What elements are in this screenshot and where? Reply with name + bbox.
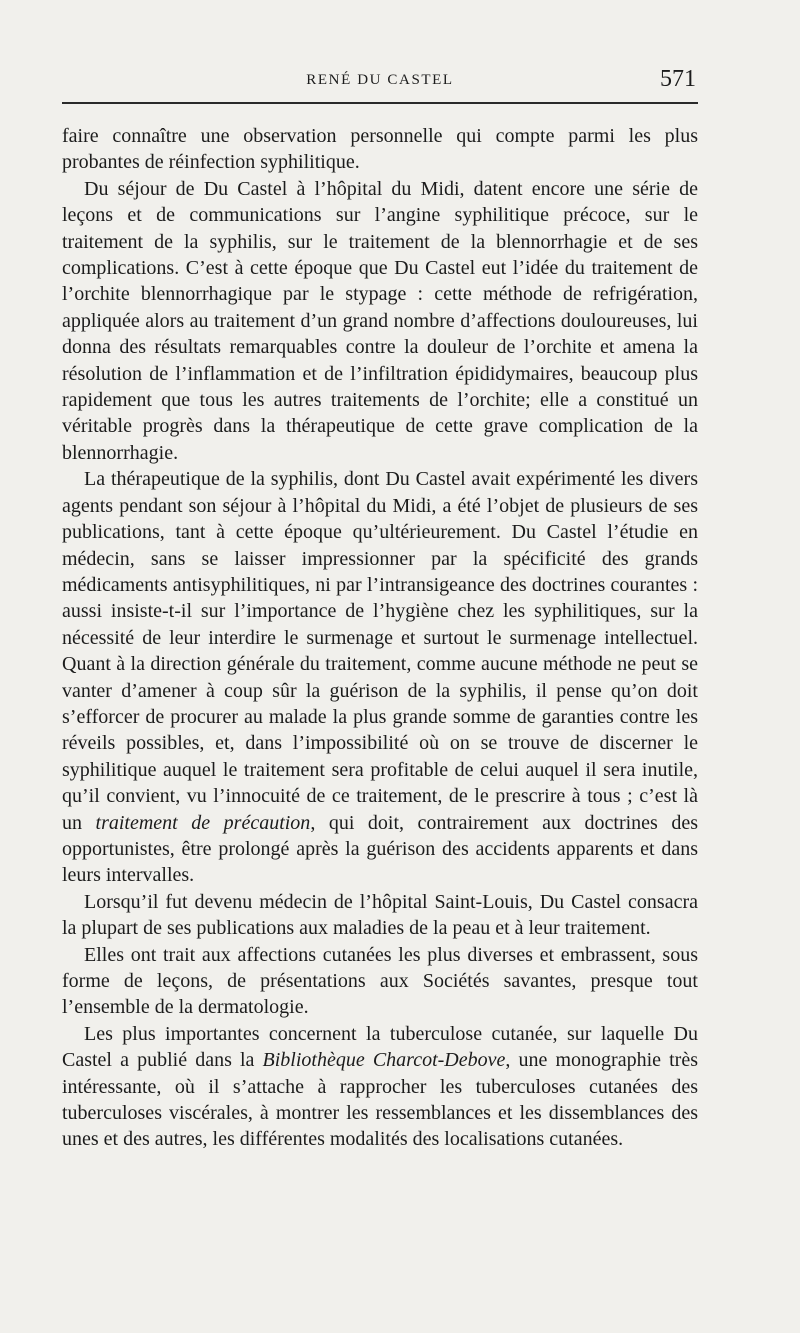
paragraph-3 <box>62 466 698 889</box>
paragraph-1: faire connaître une observation personnelle qui compte parmi les plus probantes de réinfection syphilitique. <box>62 125 698 174</box>
italic-title-bibliotheque-charcot-debove: Bibliothèque Charcot-Debove <box>262 1049 506 1072</box>
running-title: RENÉ DU CASTEL <box>306 72 454 88</box>
paragraph-6-text-end: , une monographie très intéressante, où il s’attache à rapprocher les tuberculoses cutanées des tuberculoses viscérales, à montrer les ressemblances et les dissemblances des unes et des autres, les différentes modalités des localisations cutanées. <box>62 1049 698 1151</box>
header-rule <box>62 102 698 104</box>
paragraph-6-text-start: Les plus importantes concernent la tuberculose cutanée, sur laquelle Du Castel a publié dans la <box>62 1022 698 1072</box>
page-number: 571 <box>660 66 696 92</box>
paragraph-6 <box>62 1021 698 1153</box>
paragraph-3-text-start: La thérapeutique de la syphilis, dont Du Castel avait expérimenté les divers agents pendant son séjour à l’hôpital du Midi, a été l’objet de plusieurs de ses publications, tant à cette époque qu’ultérieurement. Du Castel l’étudie en médecin, sans se laisser impressionner par la spécificité des grands médicaments antisyphilitiques, ni par l’intransigeance des doctrines courantes : aussi insiste-t-il sur l’importance de l’hygiène chez les syphilitiques, sur la nécessité de leur interdire le surmenage et surtout le surmenage intellectuel. Quant à la direction générale du traitement, comme aucune méthode ne peut se vanter d’amener à coup sûr la guérison de la syphilis, il pense qu’on doit s’efforcer de procurer au malade la plus grande somme de garanties contre les réveils possibles, et, dans l’impossibilité où on se trouve de discerner le syphilitique auquel le traitement sera profitable de celui auquel il sera inutile, qu’il convient, vu l’innocuité de ce traitement, de le prescrire à tous ; c’est là un <box>62 468 698 834</box>
paragraph-4: Lorsqu’il fut devenu médecin de l’hôpital Saint-Louis, Du Castel consacra la plupart de ses publications aux maladies de la peau et à leur traitement. <box>62 890 698 940</box>
paragraph-2: Du séjour de Du Castel à l’hôpital du Midi, datent encore une série de leçons et de communications sur l’angine syphilitique précoce, sur le traitement de la syphilis, sur le traitement de la blennorrhagie et de ses complications. C’est à cette époque que Du Castel eut l’idée du traitement de l’orchite blennorrhagique par le stypage : cette méthode de refrigération, appliquée alors au traitement d’un grand nombre d’affections douloureuses, lui donna des résultats remarquables contre la douleur de l’orchite et amena la résolution de l’inflammation et de l’infiltration épididymaires, beaucoup plus rapidement que tous les autres traitements de l’orchite; elle a constitué un véritable progrès dans la thérapeutique de cette grave complication de la blennorrhagie. <box>62 177 698 464</box>
italic-term-traitement-de-precaution: traitement de précaution <box>95 811 311 834</box>
paragraph-3-text-end: , qui doit, contrairement aux doctrines des opportunistes, être prolongé après la guérison des accidents apparents et dans leurs intervalles. <box>62 811 699 887</box>
body-text <box>62 123 698 1153</box>
paragraph-5: Elles ont trait aux affections cutanées les plus diverses et embrassent, sous forme de leçons, de présentations aux Sociétés savantes, presque tout l’ensemble de la dermatologie. <box>62 943 698 1019</box>
page-header <box>62 66 698 100</box>
